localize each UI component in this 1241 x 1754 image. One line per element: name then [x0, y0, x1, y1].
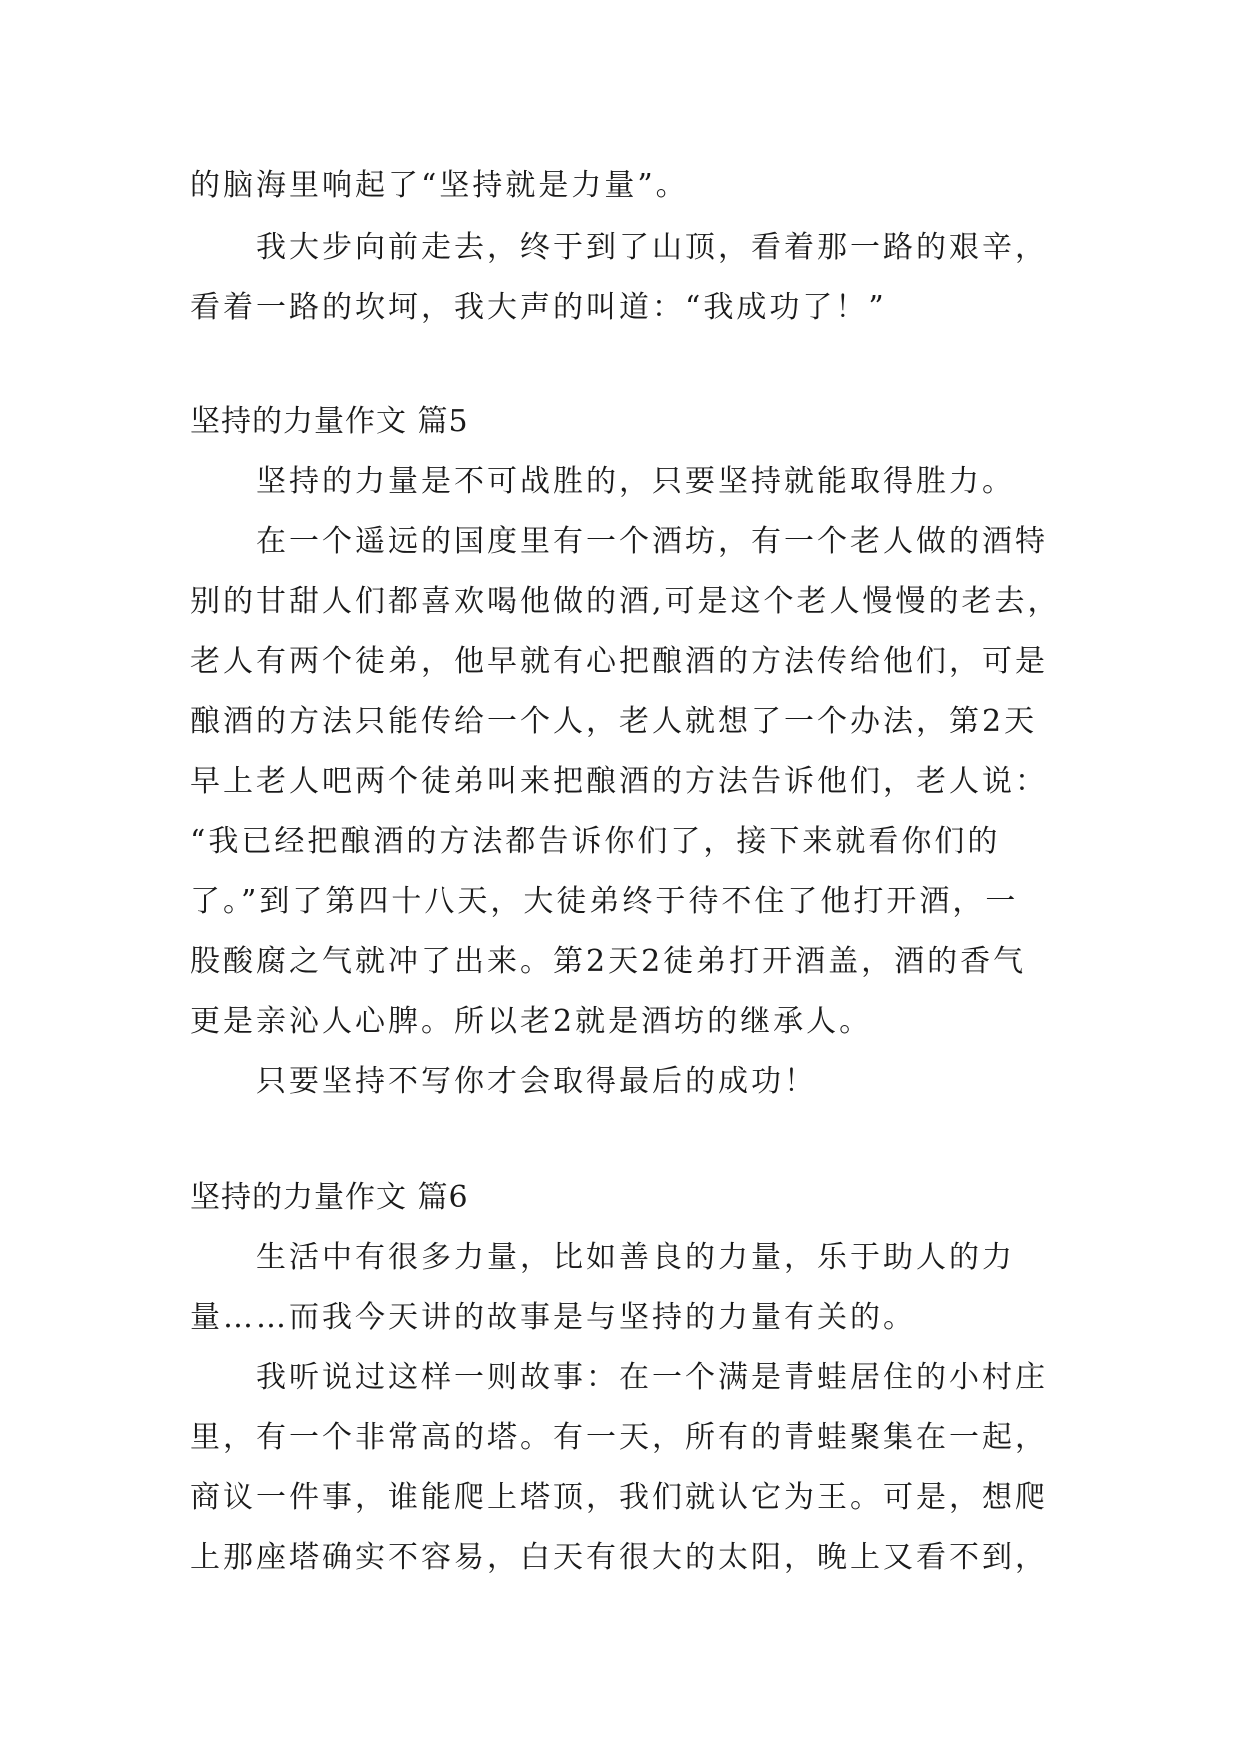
text-line: 我听说过这样一则故事：在一个满是青蛙居住的小村庄: [190, 1360, 1048, 1395]
text-line: 别的甘甜人们都喜欢喝他做的酒,可是这个老人慢慢的老去，: [190, 584, 1061, 619]
text-line: 上那座塔确实不容易，白天有很大的太阳，晚上又看不到，: [190, 1540, 1048, 1575]
text-line: 了。”到了第四十八天，大徒弟终于待不住了他打开酒，一: [190, 884, 1019, 919]
text-line: 坚持的力量是不可战胜的，只要坚持就能取得胜力。: [190, 464, 1015, 499]
text-line: 更是亲沁人心脾。所以老2就是酒坊的继承人。: [190, 1004, 873, 1039]
text-line: “我已经把酿酒的方法都告诉你们了，接下来就看你们的: [190, 824, 1001, 859]
text-line: 生活中有很多力量，比如善良的力量，乐于助人的力: [190, 1240, 1015, 1275]
text-line: 量……而我今天讲的故事是与坚持的力量有关的。: [190, 1300, 916, 1335]
text-line: 商议一件事，谁能爬上塔顶，我们就认它为王。可是，想爬: [190, 1480, 1048, 1515]
text-line: 的脑海里响起了“坚持就是力量”。: [190, 168, 689, 203]
text-line: 里，有一个非常高的塔。有一天，所有的青蛙聚集在一起，: [190, 1420, 1048, 1455]
text-line: 在一个遥远的国度里有一个酒坊，有一个老人做的酒特: [190, 524, 1048, 559]
text-line: 老人有两个徒弟，他早就有心把酿酒的方法传给他们，可是: [190, 644, 1048, 679]
section-heading: 坚持的力量作文 篇6: [190, 1180, 469, 1215]
text-line: 我大步向前走去，终于到了山顶，看着那一路的艰辛，: [190, 230, 1048, 265]
text-line: 只要坚持不写你才会取得最后的成功！: [190, 1064, 817, 1099]
text-line: 酿酒的方法只能传给一个人，老人就想了一个办法，第2天: [190, 704, 1038, 739]
section-heading: 坚持的力量作文 篇5: [190, 404, 469, 439]
text-line: 股酸腐之气就冲了出来。第2天2徒弟打开酒盖，酒的香气: [190, 944, 1027, 979]
text-line: 看着一路的坎坷，我大声的叫道：“我成功了！”: [190, 290, 887, 325]
text-line: 早上老人吧两个徒弟叫来把酿酒的方法告诉他们，老人说：: [190, 764, 1048, 799]
